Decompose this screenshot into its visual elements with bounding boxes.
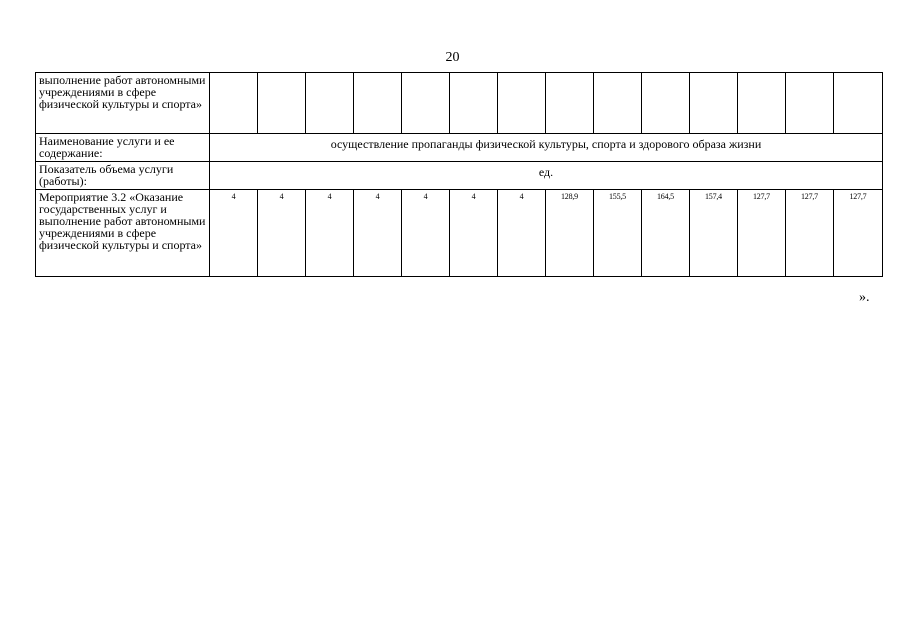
value-cell: 4 (450, 190, 498, 277)
row-label: Мероприятие 3.2 «Оказание государственных услуг и выполнение работ автономными учреждениями в сфере физической культуры и спорта» (36, 190, 210, 277)
value-cell (210, 73, 258, 134)
value-cell (498, 73, 546, 134)
value-cell: 4 (498, 190, 546, 277)
value-cell: 127,7 (786, 190, 834, 277)
value-cell (786, 73, 834, 134)
program-table (35, 72, 883, 277)
value-cell (642, 73, 690, 134)
value-cell (450, 73, 498, 134)
value-cell: 164,5 (642, 190, 690, 277)
closing-quote-mark: ». (859, 290, 870, 305)
page-number: 20 (445, 50, 460, 65)
value-cell (738, 73, 786, 134)
value-cell: 127,7 (834, 190, 883, 277)
value-cell: 128,9 (546, 190, 594, 277)
value-cell: 4 (258, 190, 306, 277)
value-cell: 127,7 (738, 190, 786, 277)
value-cell: 4 (210, 190, 258, 277)
value-cell (834, 73, 883, 134)
row-label: Наименование услуги и ее содержание: (36, 134, 210, 162)
table-row (36, 190, 883, 277)
table-row (36, 73, 883, 134)
value-cell: 4 (402, 190, 450, 277)
table-row (36, 162, 883, 190)
value-cell: 4 (306, 190, 354, 277)
service-name: осуществление пропаганды физической культуры, спорта и здорового образа жизни (210, 134, 883, 162)
value-cell (402, 73, 450, 134)
value-cell (258, 73, 306, 134)
value-cell (594, 73, 642, 134)
value-cell: 157,4 (690, 190, 738, 277)
value-cell: 155,5 (594, 190, 642, 277)
row-label: Показатель объема услуги (работы): (36, 162, 210, 190)
value-cell: 4 (354, 190, 402, 277)
table-row (36, 134, 883, 162)
volume-indicator-unit: ед. (210, 162, 883, 190)
value-cell (354, 73, 402, 134)
value-cell (306, 73, 354, 134)
row-label: выполнение работ автономными учреждениями в сфере физической культуры и спорта» (36, 73, 210, 134)
value-cell (690, 73, 738, 134)
value-cell (546, 73, 594, 134)
